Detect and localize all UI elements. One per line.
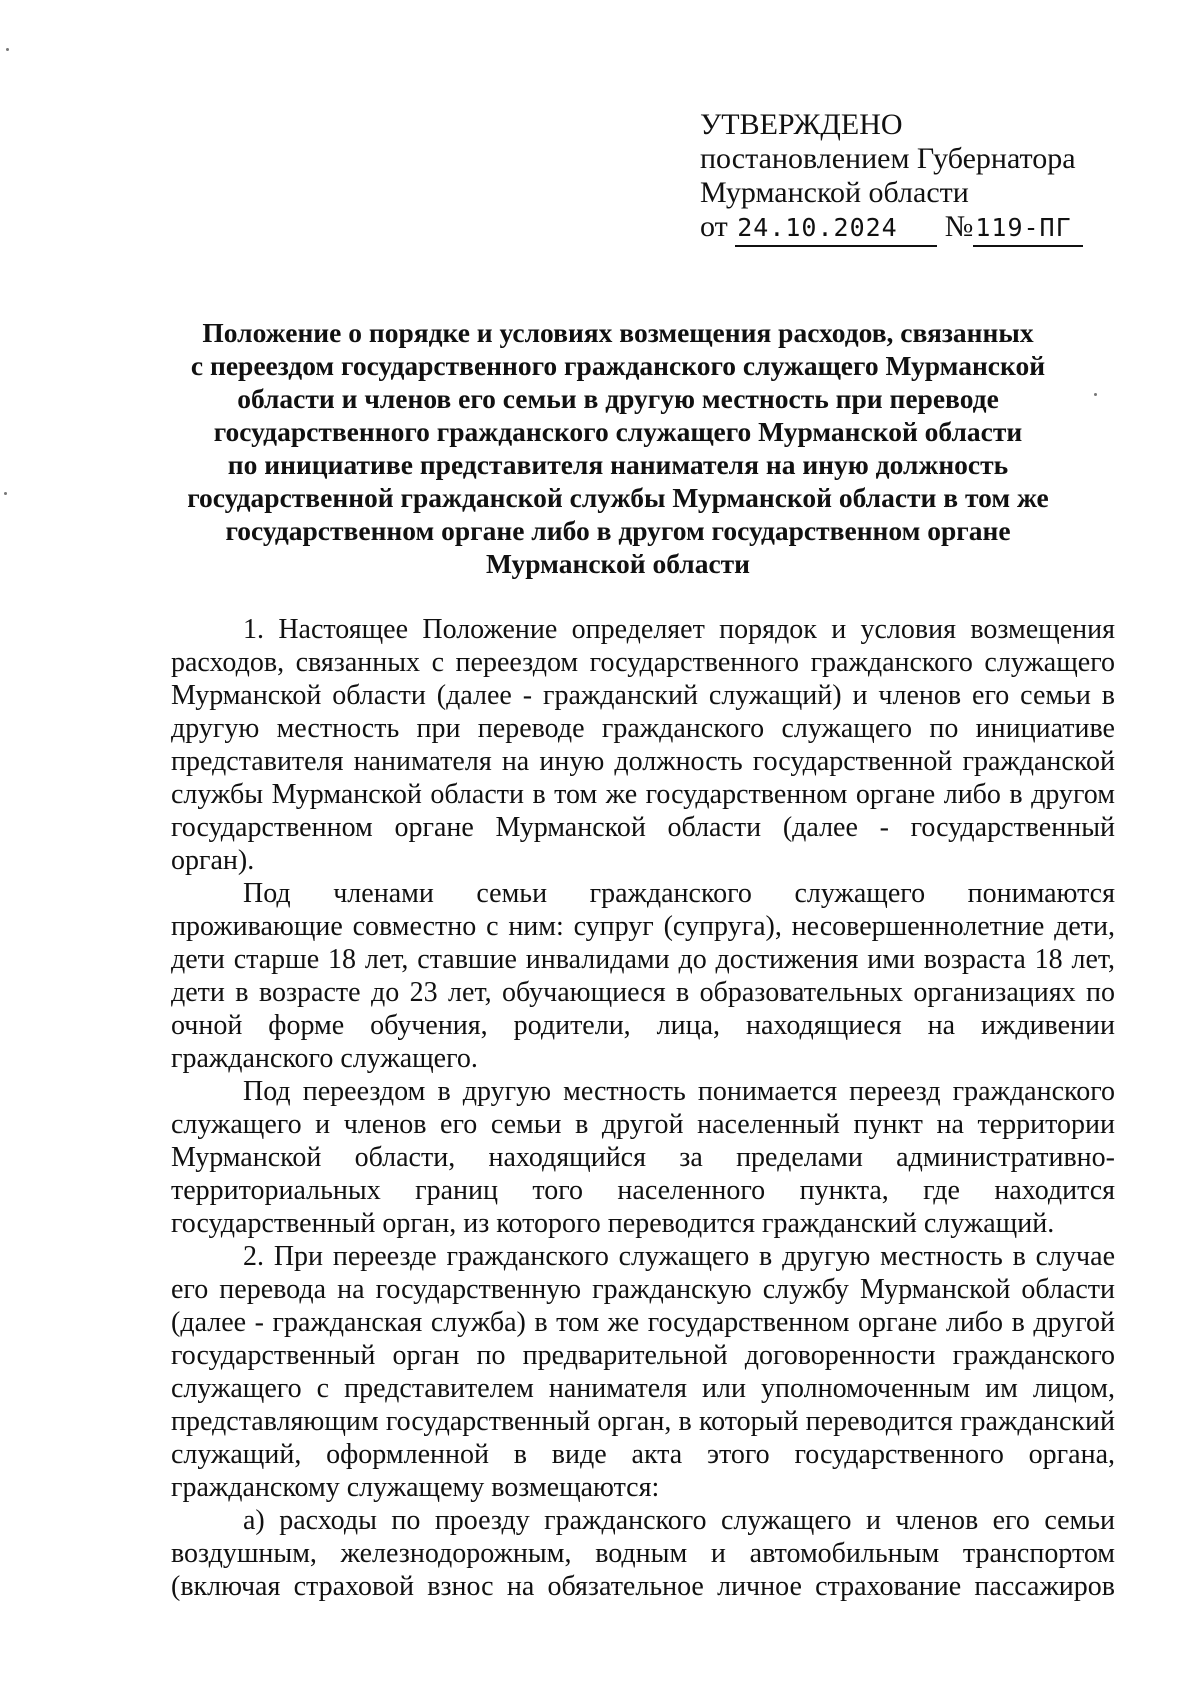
approval-date-line	[700, 210, 1120, 247]
approval-block	[700, 108, 1120, 247]
number-field	[973, 210, 1083, 247]
paragraph-family-definition: Под членами семьи гражданского служащего понимаются проживающие совместно с ним: супруг (супруга), несовершеннолетние дети, дети старше 18 лет, ставшие инвалидами до достижения ими возраста 18 лет, дети в возрасте до 23 лет, обучающиеся в образовательных организациях по очной форме обучения, родители, лица, находящиеся на иждивении гражданского служащего.	[171, 878, 1115, 1074]
scan-speck	[6, 48, 9, 51]
title-line: по инициативе представителя нанимателя на иную должность	[227, 449, 1009, 480]
approval-line-2: Мурманской области	[700, 176, 969, 209]
scan-speck	[4, 492, 7, 495]
paragraph-1: 1. Настоящее Положение определяет порядок и условия возмещения расходов, связанных с переездом государственного гражданского служащего Мурманской области (далее - гражданский служащий) и членов его семьи в другую местность при переводе гражданского служащего по инициативе представителя нанимателя на иную должность государственной гражданской службы Мурманской области в том же государственном органе либо в другом государственном органе Мурманской области (далее - государственный орган).	[171, 614, 1115, 876]
document-body	[171, 613, 1115, 1603]
approval-status: УТВЕРЖДЕНО	[700, 108, 903, 141]
title-line: Положение о порядке и условиях возмещения расходов, связанных	[202, 317, 1034, 348]
date-field	[735, 210, 937, 247]
title-line: Мурманской области	[485, 548, 751, 579]
title-line: государственной гражданской службы Мурманской области в том же	[187, 482, 1049, 513]
paragraph-relocation-definition: Под переездом в другую местность понимается переезд гражданского служащего и членов его семьи в другой населенный пункт на территории Мурманской области, находящийся за пределами административно-территориальных границ того населенного пункта, где находится государственный орган, из которого переводится гражданский служащий.	[171, 1076, 1115, 1239]
title-line: области и членов его семьи в другую местность при переводе	[237, 383, 999, 414]
date-value: 24.10.2024	[737, 213, 898, 242]
paragraph-2a: а) расходы по проезду гражданского служащего и членов его семьи воздушным, железнодорожным, водным и автомобильным транспортом (включая страховой взнос на обязательное личное страхование пассажиров	[171, 1505, 1115, 1602]
title-line: государственном органе либо в другом государственном органе	[225, 515, 1011, 546]
date-prefix: от	[700, 210, 728, 243]
number-value: 119-ПГ	[975, 213, 1072, 242]
document-title	[150, 316, 1086, 580]
paragraph-2: 2. При переезде гражданского служащего в другую местность в случае его перевода на государственную гражданскую службу Мурманской области (далее - гражданская служба) в том же государственном органе либо в другой государственный орган по предварительной договоренности гражданского служащего с представителем нанимателя или уполномоченным им лицом, представляющим государственный орган, в который переводится гражданский служащий, оформленной в виде акта этого государственного органа, гражданскому служащему возмещаются:	[171, 1241, 1115, 1503]
scan-speck	[1094, 393, 1097, 396]
approval-line-1: постановлением Губернатора	[700, 142, 1076, 175]
title-line: государственного гражданского служащего Мурманской области	[213, 416, 1023, 447]
title-line: с переездом государственного гражданского служащего Мурманской	[190, 350, 1046, 381]
number-prefix: №	[944, 210, 974, 243]
